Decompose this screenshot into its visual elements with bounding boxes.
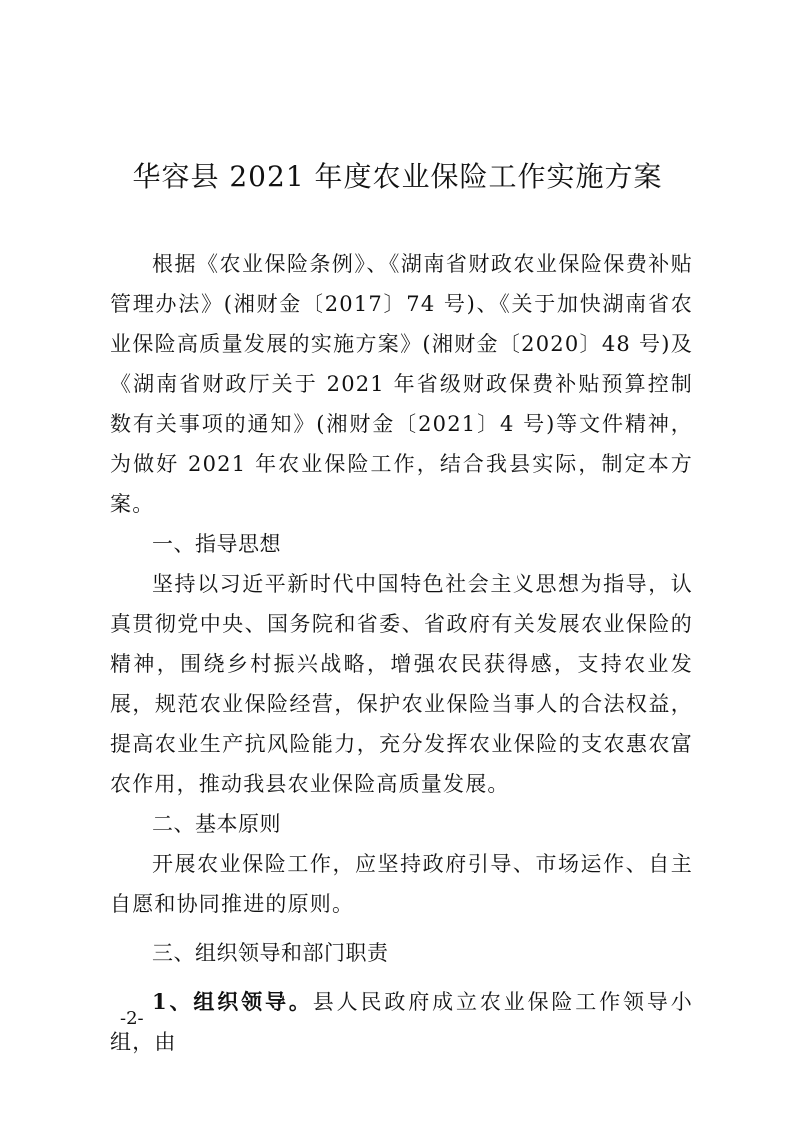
document-title: 华容县 2021 年度农业保险工作实施方案 (132, 160, 663, 193)
document-body (110, 244, 693, 1062)
section1-paragraph: 坚持以习近平新时代中国特色社会主义思想为指导，认真贯彻党中央、国务院和省委、省政府有关发展农业保险的精神，围绕乡村振兴战略，增强农民获得感，支持农业发展，规范农业保险经营，保护农业保险当事人的合法权益，提高农业生产抗风险能力，充分发挥农业保险的支农惠农富农作用，推动我县农业保险高质量发展。 (110, 572, 693, 796)
section2-paragraph: 开展农业保险工作，应坚持政府引导、市场运作、自主自愿和协同推进的原则。 (110, 852, 693, 916)
paragraph-spacer (110, 924, 693, 933)
section1-heading: 一、指导思想 (152, 532, 281, 556)
page-number: -2- (120, 1008, 144, 1029)
paragraph-spacer (110, 973, 693, 982)
section3-item1-paragraph (110, 982, 693, 1062)
section3-heading: 三、组织领导和部门职责 (152, 941, 389, 965)
section3-item1-lead: 1、组织领导。 (152, 989, 313, 1014)
section3-item1-text: 县人民政府成立农业保险工作领导小组，由 (110, 990, 693, 1054)
section2-heading: 二、基本原则 (152, 812, 281, 836)
intro-paragraph: 根据《农业保险条例》、《湖南省财政农业保险保费补贴管理办法》(湘财金〔2017〕74 号)、《关于加快湖南省农业保险高质量发展的实施方案》(湘财金〔2020〕48 号)及《湖南省财政厅关于 2021 年省级财政保费补贴预算控制数有关事项的通知》(湘财金〔2021〕4 号)等文件精神，为做好 2021 年农业保险工作，结合我县实际，制定本方案。 (110, 252, 693, 516)
